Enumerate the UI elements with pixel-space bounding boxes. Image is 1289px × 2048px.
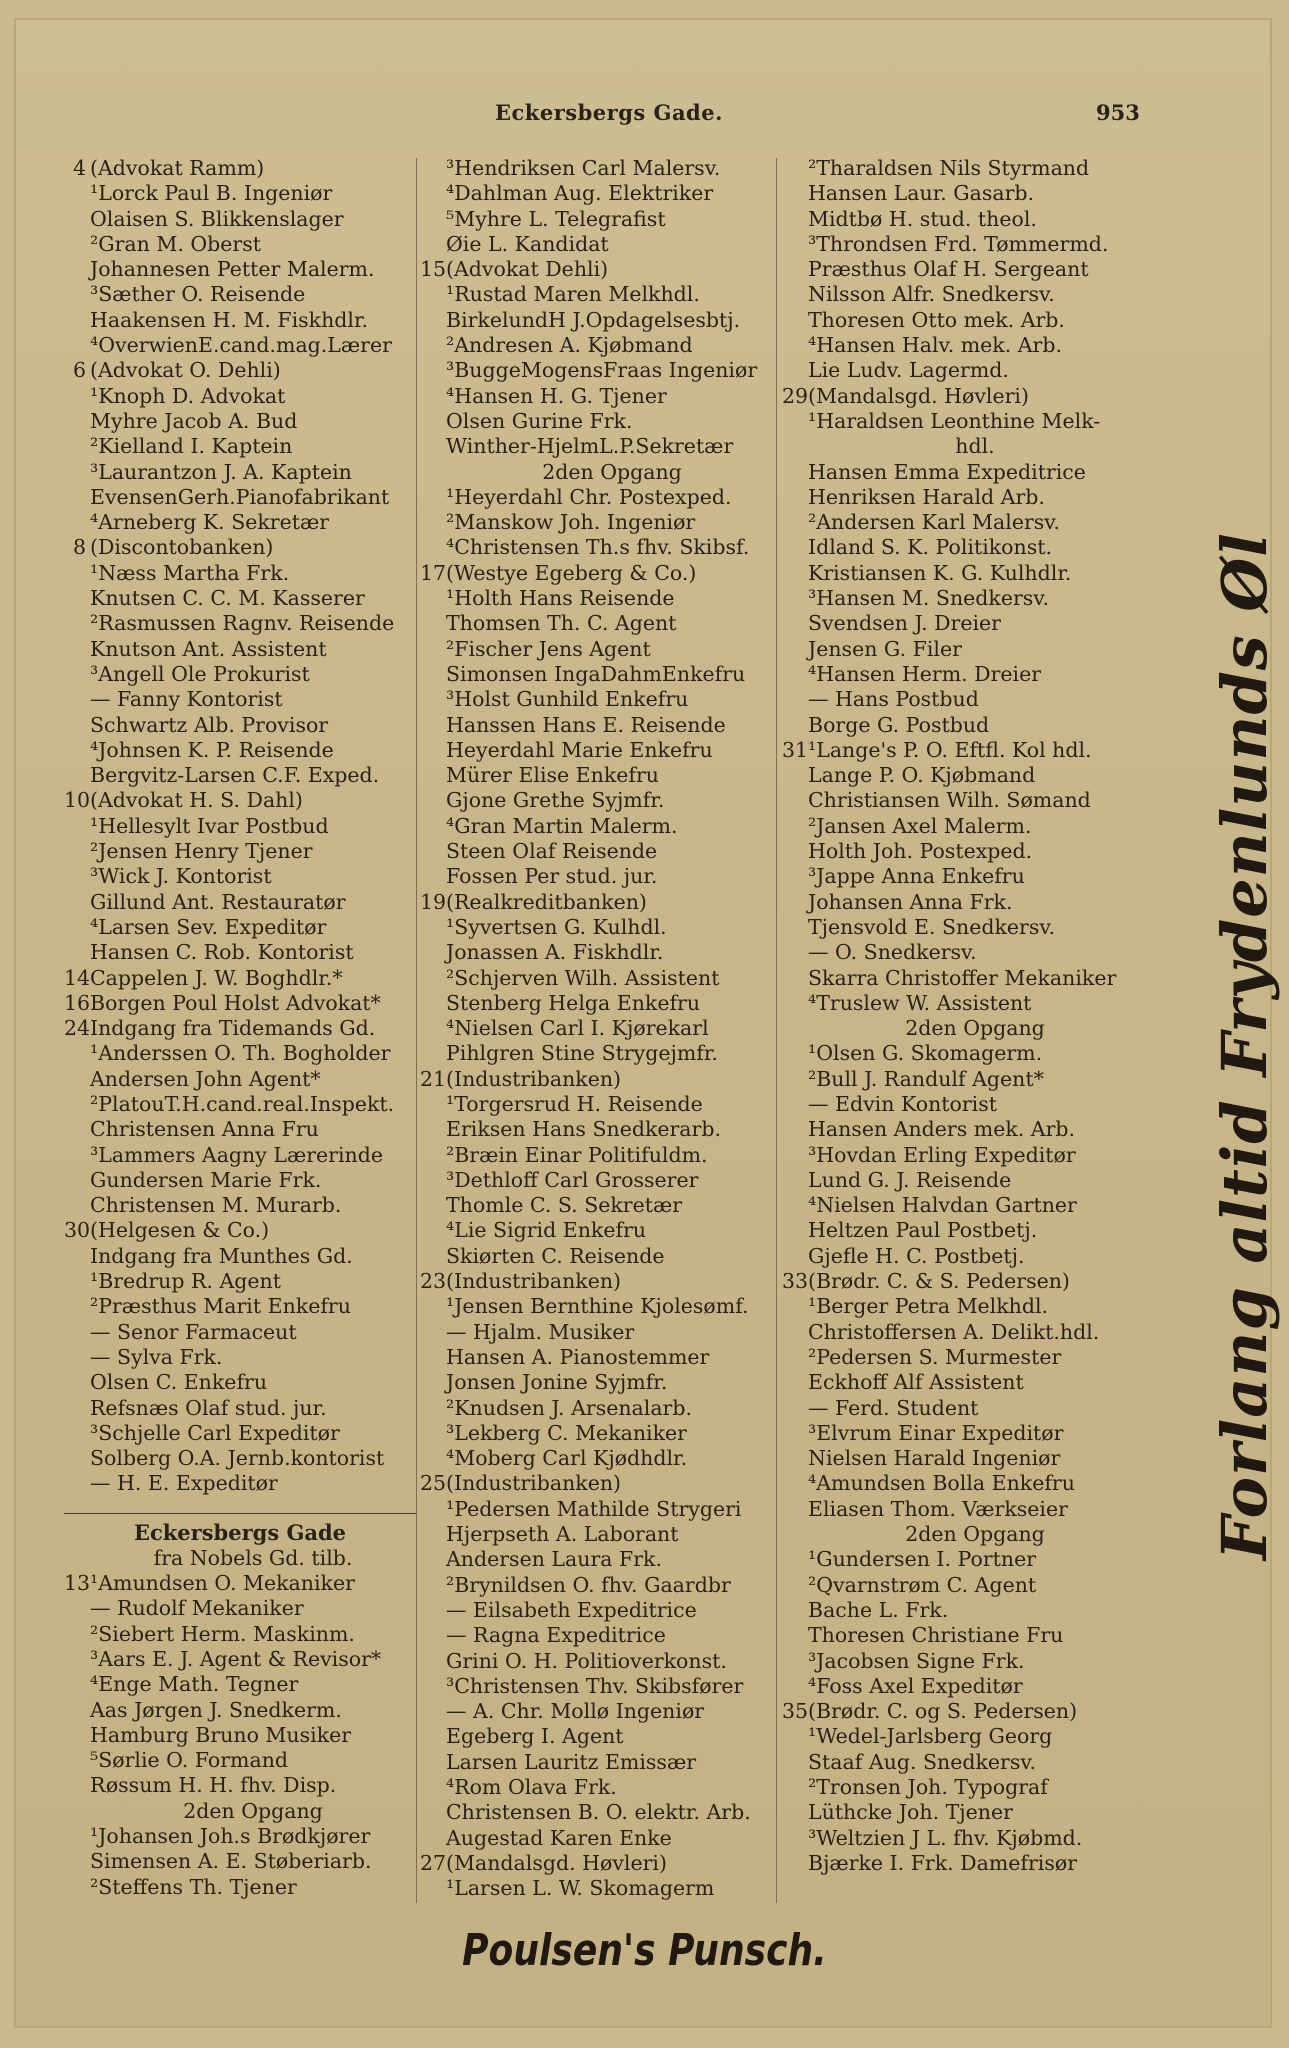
directory-entry: ⁵Myhre L. Telegrafist: [446, 206, 666, 231]
directory-entry: ¹Olsen G. Skomagerm.: [808, 1041, 1043, 1066]
directory-entry: Bergvitz-Larsen C.F. Exped.: [90, 763, 380, 788]
directory-entry: Heltzen Paul Postbetj.: [808, 1218, 1038, 1243]
directory-entry: Bache L. Frk.: [808, 1597, 949, 1622]
directory-entry: Eckhoff Alf Assistent: [808, 1370, 1024, 1395]
directory-entry: Nielsen Harald Ingeniør: [808, 1446, 1061, 1471]
directory-entry: ²Kielland I. Kaptein: [90, 434, 293, 459]
directory-entry: Hansen A. Pianostemmer: [446, 1344, 710, 1369]
directory-entry: fra Nobels Gd. tilb.: [153, 1545, 353, 1570]
directory-entry: Mürer Elise Enkefru: [446, 763, 659, 788]
house-number: 15: [420, 257, 447, 282]
directory-entry: Simensen A. E. Støberiarb.: [90, 1849, 372, 1874]
directory-entry: — O. Snedkersv.: [808, 940, 977, 965]
directory-entry: ⁵Sørlie O. Formand: [90, 1748, 289, 1773]
directory-entry: ²Fischer Jens Agent: [446, 636, 651, 661]
directory-entry: ³Throndsen Frd. Tømmermd.: [808, 231, 1109, 256]
directory-entry: ⁴Nielsen Carl I. Kjørekarl: [446, 1016, 709, 1041]
section-gap: [64, 1497, 416, 1509]
directory-entry: ³Jappe Anna Enkefru: [808, 864, 1025, 889]
house-number: 13: [64, 1571, 91, 1596]
directory-entry: 14Cappelen J. W. Boghdlr.*: [64, 965, 343, 990]
directory-entry: ²Bull J. Randulf Agent*: [808, 1066, 1044, 1091]
directory-entry: Christensen Anna Fru: [90, 1117, 319, 1142]
directory-entry: 15(Advokat Dehli): [420, 257, 609, 282]
directory-entry: ³Wick J. Kontorist: [90, 864, 272, 889]
house-number: 16: [64, 990, 91, 1015]
directory-entry: 17(Westye Egeberg & Co.): [420, 560, 697, 585]
directory-entry: ³Dethloff Carl Grosserer: [446, 1167, 699, 1192]
directory-entry: ³Laurantzon J. A. Kaptein: [90, 459, 352, 484]
directory-entry: Pihlgren Stine Strygejmfr.: [446, 1041, 718, 1066]
directory-entry: ⁴Amundsen Bolla Enkefru: [808, 1471, 1075, 1496]
directory-entry: — Hans Postbud: [808, 687, 979, 712]
column-middle: [420, 156, 778, 1901]
directory-entry: Præsthus Olaf H. Sergeant: [808, 257, 1089, 282]
directory-entry: Jonassen A. Fiskhdlr.: [446, 940, 664, 965]
directory-entry: Haakensen H. M. Fiskhdlr.: [90, 307, 369, 332]
house-number: 19: [420, 889, 447, 914]
directory-entry: 2den Opgang: [542, 459, 682, 484]
directory-entry: — Ferd. Student: [808, 1395, 979, 1420]
directory-entry: Augestad Karen Enke: [446, 1825, 672, 1850]
directory-entry: Hansen Anders mek. Arb.: [808, 1117, 1076, 1142]
directory-entry: Olsen Gurine Frk.: [446, 408, 633, 433]
directory-entry: 33(Brødr. C. & S. Pedersen): [782, 1269, 1070, 1294]
directory-entry: Olsen C. Enkefru: [90, 1370, 268, 1395]
directory-entry: Hansen C. Rob. Kontorist: [90, 940, 354, 965]
directory-entry: ²Præsthus Marit Enkefru: [90, 1294, 351, 1319]
directory-entry: Christensen M. Murarb.: [90, 1193, 342, 1218]
directory-entry: — Fanny Kontorist: [90, 687, 283, 712]
directory-entry: Egeberg I. Agent: [446, 1724, 624, 1749]
directory-entry: 31¹Lange's P. O. Eftfl. Kol hdl.: [782, 737, 1092, 762]
directory-entry: ⁴Johnsen K. P. Reisende: [90, 737, 334, 762]
directory-entry: Olaisen S. Blikkenslager: [90, 206, 344, 231]
house-number: 25: [420, 1471, 447, 1496]
directory-entry: ³Hovdan Erling Expeditør: [808, 1142, 1076, 1167]
directory-entry: ¹Haraldsen Leonthine Melk-: [808, 408, 1101, 433]
directory-entry: Gillund Ant. Restauratør: [90, 889, 346, 914]
house-number: 35: [782, 1699, 809, 1724]
directory-entry: ⁴Enge Math. Tegner: [90, 1672, 299, 1697]
directory-entry: ²Jensen Henry Tjener: [90, 839, 313, 864]
directory-entry: Svendsen J. Dreier: [808, 611, 1001, 636]
house-number: 33: [782, 1269, 809, 1294]
house-number: 6: [72, 358, 86, 383]
house-number: 17: [420, 560, 447, 585]
directory-entry: Skiørten C. Reisende: [446, 1243, 665, 1268]
directory-entry: ⁴Lie Sigrid Enkefru: [446, 1218, 647, 1243]
directory-entry: Thomle C. S. Sekretær: [446, 1193, 683, 1218]
directory-entry: ¹Syvertsen G. Kulhdl.: [446, 914, 667, 939]
directory-entry: ⁴Gran Martin Malerm.: [446, 813, 678, 838]
directory-entry: ⁴Hansen Herm. Dreier: [808, 661, 1042, 686]
directory-entry: Thomsen Th. C. Agent: [446, 611, 677, 636]
directory-entry: ³Christensen Thv. Skibsfører: [446, 1673, 744, 1698]
directory-entry: ¹Torgersrud H. Reisende: [446, 1091, 703, 1116]
directory-entry: — Sylva Frk.: [90, 1344, 223, 1369]
house-number: 21: [420, 1066, 447, 1091]
directory-entry: 2den Opgang: [905, 1522, 1045, 1547]
directory-entry: Larsen Lauritz Emissær: [446, 1749, 697, 1774]
house-number: 4: [72, 156, 86, 180]
directory-entry: ³Jacobsen Signe Frk.: [808, 1648, 1025, 1673]
directory-entry: ¹Pedersen Mathilde Strygeri: [446, 1496, 742, 1521]
directory-entry: Solberg O.A. Jernb.kontorist: [90, 1446, 385, 1471]
directory-entry: — Ragna Expeditrice: [446, 1623, 666, 1648]
directory-entry: ³Holst Gunhild Enkefru: [446, 687, 689, 712]
directory-entry: — Edvin Kontorist: [808, 1091, 997, 1116]
directory-entry: Henriksen Harald Arb.: [808, 484, 1045, 509]
directory-entry: EvensenGerh.Pianofabrikant: [90, 484, 390, 509]
directory-entry: ¹Bredrup R. Agent: [90, 1269, 281, 1294]
directory-entry: ²Pedersen S. Murmester: [808, 1344, 1062, 1369]
directory-entry: ¹Rustad Maren Melkhdl.: [446, 282, 700, 307]
directory-entry: ³Hansen M. Snedkersv.: [808, 586, 1049, 611]
directory-entry: ²PlatouT.H.cand.real.Inspekt.: [90, 1091, 395, 1116]
directory-entry: ³Elvrum Einar Expeditør: [808, 1420, 1064, 1445]
house-number: 31: [782, 737, 809, 762]
directory-entry: ¹Wedel-Jarlsberg Georg: [808, 1724, 1053, 1749]
directory-entry: BirkelundH J.Opdagelsesbtj.: [446, 307, 741, 332]
directory-entry: ¹Berger Petra Melkhdl.: [808, 1294, 1049, 1319]
directory-entry: Hamburg Bruno Musiker: [90, 1722, 352, 1747]
directory-entry: — Eilsabeth Expeditrice: [446, 1597, 697, 1622]
directory-entry: Grini O. H. Politioverkonst.: [446, 1648, 727, 1673]
directory-entry: Andersen Laura Frk.: [446, 1547, 662, 1572]
directory-entry: 23(Industribanken): [420, 1269, 622, 1294]
directory-entry: Nilsson Alfr. Snedkersv.: [808, 282, 1055, 307]
directory-entry: ²Tharaldsen Nils Styrmand: [808, 156, 1090, 180]
column-right: [782, 156, 1142, 1876]
directory-entry: 35(Brødr. C. og S. Pedersen): [782, 1699, 1078, 1724]
directory-entry: Gjefle H. C. Postbetj.: [808, 1243, 1025, 1268]
directory-entry: ³Schjelle Carl Expeditør: [90, 1420, 340, 1445]
directory-entry: Knutsen C. C. M. Kasserer: [90, 586, 365, 611]
directory-entry: Hansen Laur. Gasarb.: [808, 181, 1035, 206]
directory-entry: ³Lekberg C. Mekaniker: [446, 1420, 687, 1445]
directory-entry: ²Rasmussen Ragnv. Reisende: [90, 611, 395, 636]
directory-entry: ³Angell Ole Prokurist: [90, 661, 310, 686]
directory-entry: Borge G. Postbud: [808, 712, 990, 737]
directory-entry: ²Brynildsen O. fhv. Gaardbr: [446, 1572, 731, 1597]
directory-entry: ²Schjerven Wilh. Assistent: [446, 965, 720, 990]
directory-entry: ²Manskow Joh. Ingeniør: [446, 510, 696, 535]
house-number: 29: [782, 383, 809, 408]
directory-entry: ²Knudsen J. Arsenalarb.: [446, 1395, 692, 1420]
house-number: 14: [64, 965, 91, 990]
directory-entry: ⁴Dahlman Aug. Elektriker: [446, 181, 714, 206]
directory-entry: ¹Heyerdahl Chr. Postexped.: [446, 484, 732, 509]
directory-entry: ²Bræin Einar Politifuldm.: [446, 1142, 708, 1167]
directory-entry: 19(Realkreditbanken): [420, 889, 647, 914]
directory-entry: Lange P. O. Kjøbmand: [808, 763, 1036, 788]
directory-entry: Simonsen IngaDahmEnkefru: [446, 661, 746, 686]
directory-entry: Fossen Per stud. jur.: [446, 864, 658, 889]
directory-entry: ⁴Christensen Th.s fhv. Skibsf.: [446, 535, 750, 560]
directory-entry: ²Andersen Karl Malersv.: [808, 510, 1060, 535]
directory-entry: ²Steffens Th. Tjener: [90, 1874, 297, 1899]
directory-entry: Kristiansen K. G. Kulhdlr.: [808, 560, 1072, 585]
directory-entry: Idland S. K. Politikonst.: [808, 535, 1052, 560]
directory-entry: 30(Helgesen & Co.): [64, 1218, 270, 1243]
directory-entry: Hanssen Hans E. Reisende: [446, 712, 726, 737]
directory-entry: Røssum H. H. fhv. Disp.: [90, 1773, 337, 1798]
directory-entry: ¹Anderssen O. Th. Bogholder: [90, 1041, 391, 1066]
directory-entry: ¹Holth Hans Reisende: [446, 586, 675, 611]
directory-entry: ⁴Hansen H. G. Tjener: [446, 383, 667, 408]
directory-entry: Lund G. J. Reisende: [808, 1167, 1012, 1192]
column-left: [64, 156, 416, 1900]
directory-entry: Winther-HjelmL.P.Sekretær: [446, 434, 734, 459]
directory-entry: ⁴Truslew W. Assistent: [808, 990, 1032, 1015]
directory-entry: Eliasen Thom. Værkseier: [808, 1496, 1068, 1521]
directory-entry: ³Weltzien J L. fhv. Kjøbmd.: [808, 1825, 1083, 1850]
directory-entry: Jensen G. Filer: [808, 636, 962, 661]
section-heading: Eckersbergs Gade: [64, 1513, 416, 1546]
page-header: [0, 100, 1289, 134]
directory-entry: 6 (Advokat O. Dehli): [64, 358, 416, 383]
directory-entry: Eriksen Hans Snedkerarb.: [446, 1117, 721, 1142]
page-number: 953: [1096, 100, 1140, 125]
street-title: Eckersbergs Gade.: [495, 100, 723, 125]
directory-entry: ³Lammers Aagny Lærerinde: [90, 1142, 383, 1167]
directory-entry: ¹Larsen L. W. Skomagerm: [446, 1876, 715, 1901]
directory-entry: Christiansen Wilh. Sømand: [808, 788, 1091, 813]
directory-entry: ³BuggeMogensFraas Ingeniør: [446, 358, 758, 383]
house-number: 30: [64, 1218, 91, 1243]
directory-entry: Johansen Anna Frk.: [808, 889, 1013, 914]
directory-entry: 27(Mandalsgd. Høvleri): [420, 1850, 667, 1875]
directory-entry: Andersen John Agent*: [90, 1066, 321, 1091]
directory-entry: Stenberg Helga Enkefru: [446, 990, 701, 1015]
directory-entry: ²Gran M. Oberst: [90, 231, 261, 256]
directory-entry: ⁴Nielsen Halvdan Gartner: [808, 1193, 1077, 1218]
directory-entry: Hansen Emma Expeditrice: [808, 459, 1086, 484]
directory-entry: ¹Johansen Joh.s Brødkjører: [90, 1824, 371, 1848]
house-number: 24: [64, 1016, 91, 1041]
directory-entry: Tjensvold E. Snedkersv.: [808, 914, 1056, 939]
directory-entry: ³Sæther O. Reisende: [90, 282, 306, 307]
directory-entry: ³Aars E. J. Agent & Revisor*: [90, 1646, 382, 1671]
directory-entry: ²Jansen Axel Malerm.: [808, 813, 1032, 838]
directory-entry: ¹Hellesylt Ivar Postbud: [90, 813, 329, 838]
vertical-advertisement: Forlang altid Frydenlunds Øl: [1208, 532, 1281, 1560]
house-number: 10: [64, 788, 91, 813]
directory-entry: 2den Opgang: [905, 1016, 1045, 1041]
directory-entry: Lie Ludv. Lagermd.: [808, 358, 1009, 383]
directory-entry: ²Siebert Herm. Maskinm.: [90, 1621, 355, 1646]
column-divider: [416, 158, 417, 1903]
directory-entry: Staaf Aug. Snedkersv.: [808, 1749, 1037, 1774]
directory-entry: ²Andresen A. Kjøbmand: [446, 333, 693, 358]
directory-entry: hdl.: [955, 434, 995, 459]
directory-entry: Christensen B. O. elektr. Arb.: [446, 1800, 751, 1825]
directory-entry: Holth Joh. Postexped.: [808, 839, 1033, 864]
directory-entry: ³Hendriksen Carl Malersv.: [446, 156, 721, 180]
directory-entry: Schwartz Alb. Provisor: [90, 712, 329, 737]
directory-entry: Jonsen Jonine Syjmfr.: [446, 1370, 668, 1395]
directory-entry: Knutson Ant. Assistent: [90, 636, 327, 661]
directory-entry: 21(Industribanken): [420, 1066, 622, 1091]
directory-entry: ⁴Hansen Halv. mek. Arb.: [808, 333, 1062, 358]
directory-entry: ⁴OverwienE.cand.mag.Lærer: [90, 333, 392, 358]
directory-entry: Aas Jørgen J. Snedkerm.: [90, 1697, 342, 1722]
bottom-advertisement: Poulsen's Punsch.: [462, 1925, 827, 1976]
directory-entry: 29(Mandalsgd. Høvleri): [782, 383, 1029, 408]
directory-entry: 16Borgen Poul Holst Advokat*: [64, 990, 381, 1015]
directory-entry: ²Qvarnstrøm C. Agent: [808, 1572, 1037, 1597]
directory-entry: Skarra Christoffer Mekaniker: [808, 965, 1117, 990]
directory-entry: ¹Næss Martha Frk.: [90, 560, 290, 585]
directory-entry: Thoresen Otto mek. Arb.: [808, 307, 1065, 332]
directory-entry: ⁴Larsen Sev. Expeditør: [90, 914, 327, 939]
directory-entry: ¹Gundersen I. Portner: [808, 1547, 1037, 1572]
directory-entry: Heyerdahl Marie Enkefru: [446, 737, 713, 762]
directory-entry: Bjærke I. Frk. Damefrisør: [808, 1850, 1078, 1875]
directory-entry: Johannesen Petter Malerm.: [90, 257, 375, 282]
directory-entry: ¹Knoph D. Advokat: [90, 383, 286, 408]
directory-entry: 25(Industribanken): [420, 1471, 622, 1496]
directory-entry: Steen Olaf Reisende: [446, 839, 658, 864]
directory-entry: Gundersen Marie Frk.: [90, 1167, 322, 1192]
directory-entry: Thoresen Christiane Fru: [808, 1623, 1064, 1648]
directory-entry: 4 (Advokat Ramm): [64, 156, 416, 181]
directory-entry: 24Indgang fra Tidemands Gd.: [64, 1016, 376, 1041]
directory-entry: 8 (Discontobanken): [64, 535, 416, 560]
directory-entry: 2den Opgang: [183, 1798, 323, 1823]
directory-entry: Gjone Grethe Syjmfr.: [446, 788, 665, 813]
directory-entry: ⁴Foss Axel Expeditør: [808, 1673, 1023, 1698]
directory-entry: ⁴Moberg Carl Kjødhdlr.: [446, 1446, 688, 1471]
directory-entry: Øie L. Kandidat: [446, 231, 609, 256]
directory-entry: Indgang fra Munthes Gd.: [90, 1243, 353, 1268]
directory-entry: — Hjalm. Musiker: [446, 1319, 635, 1344]
directory-entry: Hjerpseth A. Laborant: [446, 1522, 679, 1547]
directory-entry: 13¹Amundsen O. Mekaniker: [64, 1571, 355, 1596]
directory-entry: ¹Jensen Bernthine Kjolesømf.: [446, 1294, 749, 1319]
house-number: 27: [420, 1850, 447, 1875]
directory-entry: Myhre Jacob A. Bud: [90, 408, 298, 433]
directory-entry: ¹Lorck Paul B. Ingeniør: [90, 181, 333, 206]
directory-entry: Christoffersen A. Delikt.hdl.: [808, 1319, 1100, 1344]
directory-entry: Refsnæs Olaf stud. jur.: [90, 1395, 327, 1420]
house-number: 8: [72, 535, 86, 560]
directory-entry: Lüthcke Joh. Tjener: [808, 1800, 1013, 1825]
directory-entry: — A. Chr. Mollø Ingeniør: [446, 1699, 705, 1724]
directory-entry: — Rudolf Mekaniker: [90, 1596, 304, 1621]
house-number: 23: [420, 1269, 447, 1294]
directory-entry: 10(Advokat H. S. Dahl): [64, 788, 303, 813]
directory-entry: ⁴Arneberg K. Sekretær: [90, 510, 330, 535]
directory-entry: — H. E. Expeditør: [90, 1471, 278, 1496]
directory-entry: ²Tronsen Joh. Typograf: [808, 1775, 1048, 1799]
directory-entry: Midtbø H. stud. theol.: [808, 206, 1037, 231]
directory-entry: — Senor Farmaceut: [90, 1319, 297, 1344]
directory-entry: ⁴Rom Olava Frk.: [446, 1775, 617, 1799]
